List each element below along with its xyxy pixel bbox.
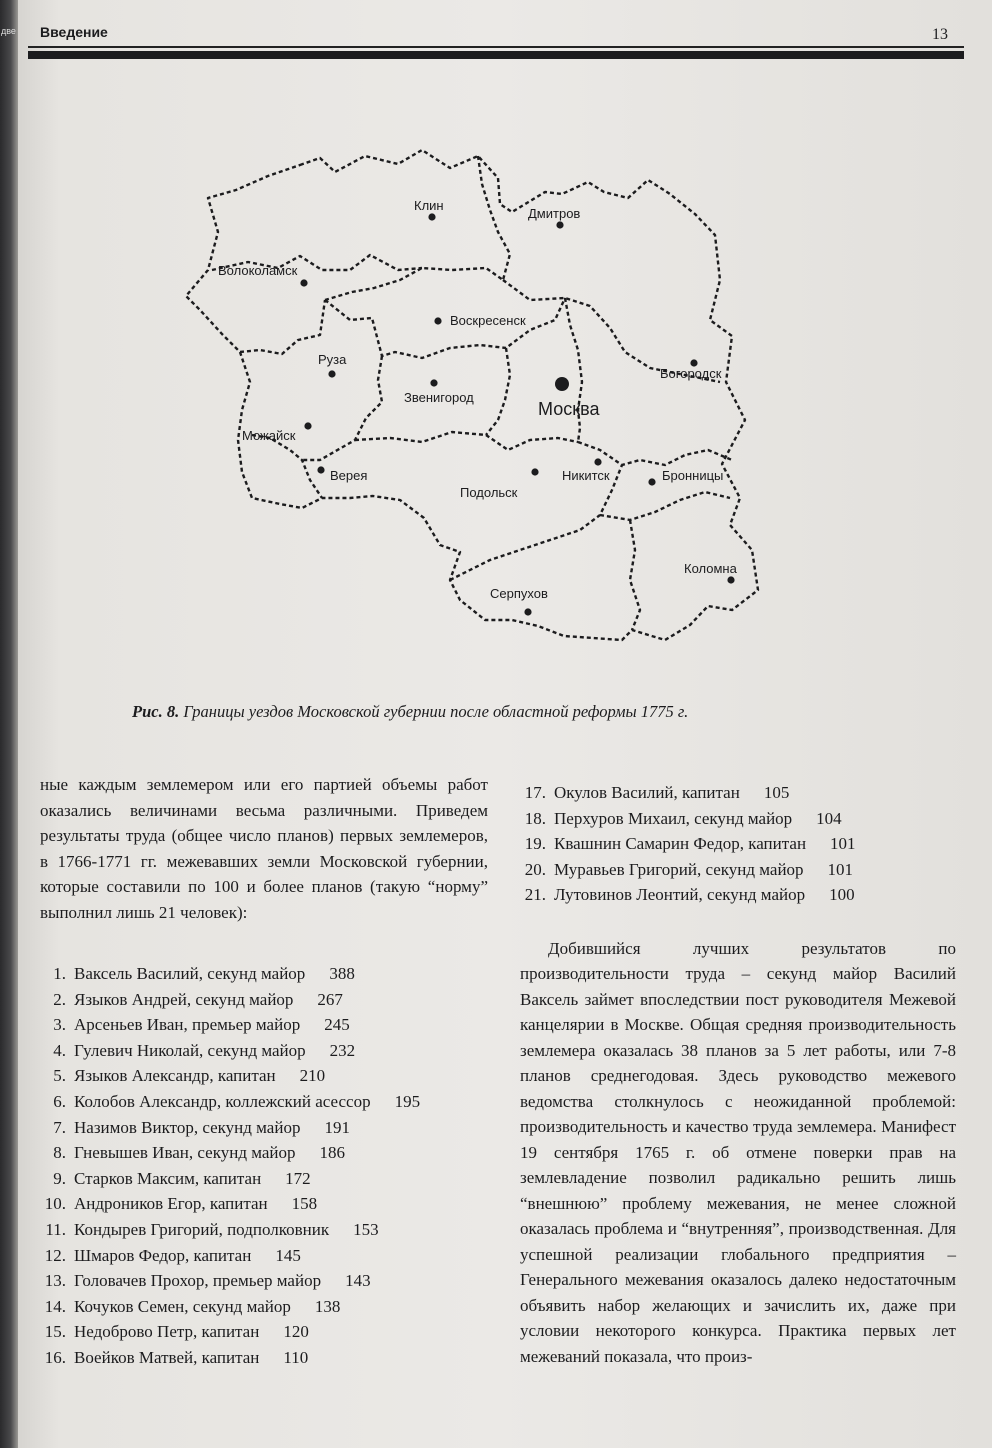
surveyor-plans-count: 105 (763, 783, 790, 802)
surveyor-list-item (40, 1063, 488, 1089)
surveyor-list-item (40, 1319, 488, 1345)
surveyor-number: 9. (53, 1168, 66, 1188)
town-label-vereya: Верея (330, 468, 368, 483)
uezd-map-figure (160, 120, 780, 690)
town-label-kolomna: Коломна (684, 561, 737, 576)
surveyor-name: Перхуров Михаил, секунд майор (554, 808, 793, 828)
surveyor-list-item (40, 1089, 488, 1115)
surveyor-list-item (40, 1140, 488, 1166)
surveyor-plans-count: 145 (275, 1245, 301, 1265)
town-dot-vereya (317, 466, 324, 473)
town-dot-dmitrov (556, 221, 563, 228)
surveyor-name: Головачев Прохор, премьер майор (74, 1271, 322, 1291)
surveyor-list-item (520, 831, 956, 857)
town-dot-zvenigorod (430, 379, 437, 386)
surveyor-list-item (40, 961, 488, 987)
surveyor-number: 19. (524, 834, 546, 854)
surveyor-number: 13. (44, 1271, 66, 1291)
surveyor-plans-count: 210 (299, 1066, 326, 1086)
surveyor-number: 21. (524, 885, 546, 905)
surveyor-name: Воейков Матвей, капитан (74, 1347, 260, 1367)
surveyor-plans-count: 101 (827, 859, 854, 879)
surveyor-plans-count: 100 (829, 885, 855, 905)
surveyor-list-item (40, 1217, 488, 1243)
surveyor-plans-count: 195 (394, 1091, 421, 1111)
surveyor-list-item (40, 1115, 488, 1141)
figure-caption (132, 702, 892, 722)
header-rule-thick (28, 51, 964, 59)
surveyor-list-item (520, 882, 956, 908)
surveyor-plans-count: 232 (329, 1040, 356, 1060)
town-dot-podolsk (531, 468, 538, 475)
surveyor-plans-count: 104 (816, 808, 842, 828)
surveyor-list-item (40, 1038, 488, 1064)
surveyor-list-item (520, 806, 956, 832)
surveyor-list-item (520, 857, 956, 883)
border-ruza-mozhaisk (240, 300, 325, 354)
border-moscow-bogorodsk (565, 298, 582, 442)
surveyor-name: Андроников Егор, капитан (74, 1194, 268, 1214)
surveyor-name: Окулов Василий, капитан (554, 783, 740, 802)
border-mozhaisk-ruza-east (302, 356, 382, 460)
surveyor-number: 15. (44, 1322, 66, 1342)
surveyor-name: Языков Андрей, секунд майор (74, 989, 294, 1009)
left-intro-paragraph: ные каждым землемером или его партией объемы работ оказались величинами весьма различными. Приведем результаты труда (общее число планов) первых землемеров, в 1766-1771 гг. межевавших земли Московской губернии, которые составили по 100 и более планов (такую “норму” выполнил лишь 21 человек): (40, 775, 488, 922)
surveyor-number: 5. (53, 1066, 66, 1086)
town-label-voskresensk: Воскресенск (450, 313, 526, 328)
surveyor-name: Кондырев Григорий, подполковник (74, 1219, 330, 1239)
surveyor-name: Старков Максим, капитан (74, 1168, 262, 1188)
surveyor-number: 14. (44, 1296, 66, 1316)
surveyor-name: Кочуков Семен, секунд майор (74, 1296, 291, 1316)
town-dot-mozhaisk (304, 422, 311, 429)
surveyor-name: Ваксель Василий, секунд майор (74, 964, 306, 983)
town-label-klin: Клин (414, 198, 444, 213)
surveyor-list-item (40, 1345, 488, 1371)
surveyor-number: 2. (53, 989, 66, 1009)
border-serpukhov-kolomna (600, 492, 730, 520)
surveyor-list-item (40, 987, 488, 1013)
town-dot-volokolamsk (300, 279, 307, 286)
town-label-bronnitsy: Бронницы (662, 468, 724, 483)
surveyor-plans-count: 388 (329, 964, 355, 983)
town-label-volokolamsk: Волоколамск (218, 263, 298, 278)
surveyor-list-left (40, 961, 488, 1371)
header-rule-thin (28, 46, 964, 48)
town-label-mozhaisk: Можайск (242, 428, 296, 443)
surveyor-plans-count: 138 (314, 1296, 341, 1316)
town-dot-kolomna (727, 576, 734, 583)
capital-dot-moscow (555, 377, 569, 391)
town-dot-voskresensk (434, 317, 441, 324)
surveyor-plans-count: 110 (283, 1347, 309, 1367)
surveyor-plans-count: 143 (345, 1271, 371, 1291)
surveyor-plans-count: 172 (285, 1168, 311, 1188)
town-label-podolsk: Подольск (460, 485, 518, 500)
town-dot-klin (428, 213, 435, 220)
book-spine (0, 0, 18, 1448)
town-label-serpukhov: Серпухов (490, 586, 548, 601)
town-dot-ruza (328, 370, 335, 377)
surveyor-name: Языков Александр, капитан (74, 1066, 276, 1086)
town-label-dmitrov: Дмитров (528, 206, 581, 221)
capital-label-moscow: Москва (538, 399, 600, 419)
surveyor-name: Лутовинов Леонтий, секунд майор (554, 885, 806, 905)
surveyor-list-item (40, 1166, 488, 1192)
surveyor-name: Шмаров Федор, капитан (74, 1245, 252, 1265)
surveyor-number: 10. (44, 1194, 66, 1214)
surveyor-number: 17. (524, 783, 546, 802)
figure-caption-text: Границы уездов Московской губернии после областной реформы 1775 г. (183, 702, 689, 721)
surveyor-list-item (40, 1012, 488, 1038)
surveyor-plans-count: 158 (291, 1194, 318, 1214)
surveyor-list-item (40, 1243, 488, 1269)
surveyor-plans-count: 101 (830, 834, 856, 854)
surveyor-plans-count: 186 (319, 1143, 346, 1163)
surveyor-number: 12. (44, 1245, 66, 1265)
surveyor-number: 8. (53, 1143, 66, 1163)
running-header-title: Введение (40, 24, 108, 40)
surveyor-number: 11. (45, 1219, 66, 1239)
surveyor-name: Назимов Виктор, секунд майор (74, 1117, 301, 1137)
border-vereya-podolsk (355, 432, 578, 450)
figure-caption-label: Рис. 8. (132, 702, 180, 721)
left-column (40, 772, 488, 1371)
town-dot-serpukhov (524, 608, 531, 615)
border-mozhaisk-vereya (252, 435, 322, 498)
border-ruza-voskresensk (325, 298, 565, 358)
town-label-zvenigorod: Звенигород (404, 390, 474, 405)
surveyor-list-item (520, 780, 956, 806)
surveyor-name: Гневышев Иван, секунд майор (74, 1143, 296, 1163)
town-dot-nikitsk (594, 458, 601, 465)
uezd-map (160, 120, 780, 690)
surveyor-plans-count: 245 (324, 1015, 350, 1035)
border-zvenigorod-moscow (486, 348, 510, 435)
surveyor-number: 6. (53, 1091, 66, 1111)
surveyor-plans-count: 153 (353, 1219, 379, 1239)
surveyor-number: 4. (53, 1040, 66, 1060)
surveyor-list-item (40, 1294, 488, 1320)
surveyor-number: 1. (53, 964, 66, 983)
town-label-bogorodsk: Богородск (660, 366, 722, 381)
surveyor-plans-count: 120 (283, 1322, 309, 1342)
surveyor-number: 18. (524, 808, 546, 828)
surveyor-name: Гулевич Николай, секунд майор (74, 1040, 306, 1060)
town-label-nikitsk: Никитск (562, 468, 610, 483)
border-kolomna-south (630, 520, 640, 630)
surveyor-list-item (40, 1191, 488, 1217)
page-number: 13 (932, 26, 948, 43)
spine-text: две (1, 26, 16, 36)
surveyor-number: 20. (524, 859, 546, 879)
town-label-ruza: Руза (318, 352, 347, 367)
right-column (520, 780, 956, 1369)
surveyor-name: Арсеньев Иван, премьер майор (74, 1015, 301, 1035)
surveyor-name: Квашнин Самарин Федор, капитан (554, 834, 807, 854)
surveyor-name: Муравьев Григорий, секунд майор (554, 859, 804, 879)
surveyor-name: Колобов Александр, коллежский асессор (74, 1091, 371, 1111)
surveyor-plans-count: 267 (317, 989, 343, 1009)
surveyor-list-right (520, 780, 956, 908)
border-voskresensk-north (325, 268, 503, 300)
surveyor-name: Недоброво Петр, капитан (74, 1322, 260, 1342)
surveyor-number: 16. (44, 1347, 66, 1367)
surveyor-number: 7. (53, 1117, 66, 1137)
surveyor-number: 3. (53, 1015, 66, 1035)
town-dot-bronnitsy (648, 478, 655, 485)
right-paragraph: Добившийся лучших результатов по производительности труда – секунд майор Василий Ваксель займет впоследствии пост руководителя Межевой канцелярии в Москве. Общая средняя производительность землемера оказалась 38 планов за 5 лет работы, или 7-8 планов среднегодовая. Здесь руководство межевого ведомства столкнулось с неожиданной проблемой: производительность и качество труда землемера. Манифест 19 сентября 1765 г. об отмене поверки прав на землевладение позволил радикально решить лишь “внешнюю” проблему межевания, не менее сложной оказалась проблема и “внутренняя”, производственная. Для успешной реализации глобального предприятия – Генерального межевания оказалось далеко недостаточным объявить набор желающих и зачислить их, даже при условии некоторого конкурса. Практика первых лет межеваний показала, что произ- (520, 938, 956, 1366)
surveyor-plans-count: 191 (324, 1117, 350, 1137)
surveyor-list-item (40, 1268, 488, 1294)
